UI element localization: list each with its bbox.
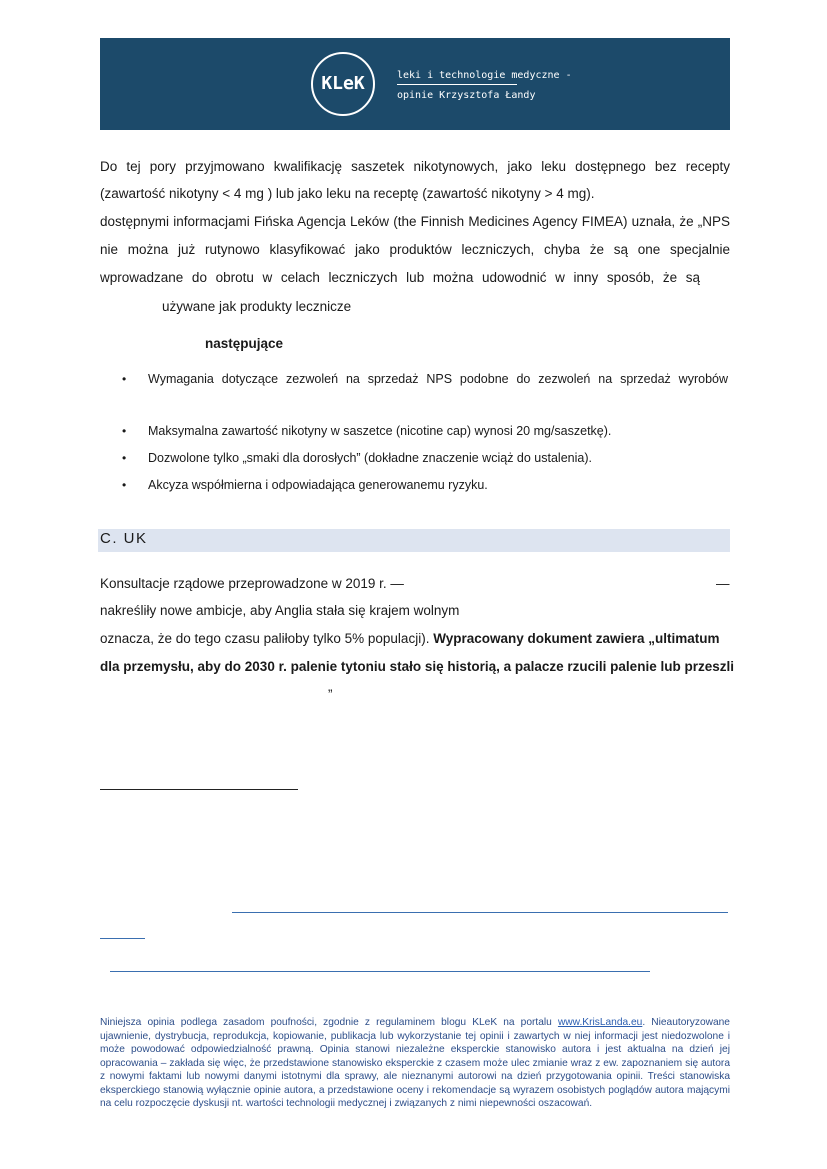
uk-para-line3-bold: Wypracowany dokument zawiera „ultimatum (433, 631, 720, 646)
uk-para-line2: nakreśliły nowe ambicje, aby Anglia stała się krajem wolnym (100, 603, 460, 618)
bullet-dot: • (122, 451, 127, 465)
footnote-link-underline-1[interactable] (232, 912, 728, 913)
bullet-dot: • (122, 372, 127, 386)
bullet-dot: • (122, 424, 127, 438)
section-heading: C. UK (100, 530, 148, 547)
para1-line1: Do tej pory przyjmowano kwalifikację saszetek nikotynowych, jako leku dostępnego bez recepty (100, 159, 730, 174)
para2-line4: używane jak produkty lecznicze (162, 299, 352, 314)
header-banner (100, 38, 730, 130)
tagline-1: leki i technologie medyczne - (397, 70, 572, 81)
footer-disclaimer (100, 1016, 730, 1111)
footnote-separator (100, 789, 298, 790)
footnote-link-underline-3[interactable] (110, 971, 650, 972)
tagline-2: opinie Krzysztofa Łandy (397, 90, 536, 101)
para2-line3: wprowadzane do obrotu w celach leczniczych lub można udowodnić w inny sposób, że są (100, 270, 700, 285)
uk-para-line4: dla przemysłu, aby do 2030 r. palenie tytoniu stało się historią, a palacze rzucili palenie lub przeszli (100, 659, 734, 674)
section-heading-bar (98, 529, 730, 552)
bullet-item-4: Akcyza współmierna i odpowiadająca generowanemu ryzyku. (148, 478, 488, 492)
uk-para-line1-start: Konsultacje rządowe przeprowadzone w 2019 r. — (100, 576, 404, 591)
logo-text: KLeK (321, 73, 365, 94)
subheading: następujące (205, 336, 284, 351)
footer-link[interactable]: www.KrisLanda.eu (557, 1017, 643, 1028)
bullet-item-3: Dozwolone tylko „smaki dla dorosłych” (dokładne znaczenie wciąż do ustalenia). (148, 451, 592, 465)
bullet-item-2: Maksymalna zawartość nikotyny w saszetce (nicotine cap) wynosi 20 mg/saszetkę). (148, 424, 612, 438)
para2-line2: nie można już rutynowo klasyfikować jako produktów leczniczych, chyba że są one specjalnie (100, 242, 730, 257)
footer-text-2: . Nieautoryzowane ujawnienie, dystrybucja, reprodukcja, kopiowanie, publikacja lub wykorzystanie tej opinii i zawartych w niej informacji jest niedozwolone i może powodować odpowiedzialność prawną. Opinia stanowi niezależne eksperckie stanowisko autora i jest aktualna na dzień jej opracowania – zakłada się więc, że przedstawione stanowisko eksperckie z czasem może ulec zmianie wraz z ew. zapoznaniem się autora z nowymi faktami lub nowymi danymi istotnymi dla sprawy, ale nieznanymi autorowi na dzień przygotowania opinii. Treści stanowiska eksperckiego stanowią wyłącznie opinie autora, a przedstawione oceny i rekomendacje są wyrazem osobistych poglądów autora mającymi na celu rozpoczęcie dyskusji nt. wartości technologii medycznej i związanych z nimi niepewności oszacowań. (100, 1017, 730, 1109)
closing-quote: ” (328, 687, 333, 702)
tagline-divider (397, 84, 517, 85)
bullet-item-1: Wymagania dotyczące zezwoleń na sprzedaż NPS podobne do zezwoleń na sprzedaż wyrobów (148, 372, 728, 386)
klek-logo (311, 52, 375, 116)
footnote-link-underline-2[interactable] (100, 938, 145, 939)
para1-line2: (zawartość nikotyny < 4 mg ) lub jako leku na receptę (zawartość nikotyny > 4 mg). (100, 186, 595, 201)
uk-para-line1-end: — (716, 576, 730, 591)
footer-text-1: Niniejsza opinia podlega zasadom poufności, zgodnie z regulaminem blogu KLeK na portalu (100, 1017, 558, 1028)
para2-line1: dostępnymi informacjami Fińska Agencja Leków (the Finnish Medicines Agency FIMEA) uznała, że „NPS (100, 214, 730, 229)
bullet-dot: • (122, 478, 127, 492)
uk-para-line3 (100, 630, 720, 648)
uk-para-line3-normal: oznacza, że do tego czasu paliłoby tylko 5% populacji). (100, 631, 434, 646)
